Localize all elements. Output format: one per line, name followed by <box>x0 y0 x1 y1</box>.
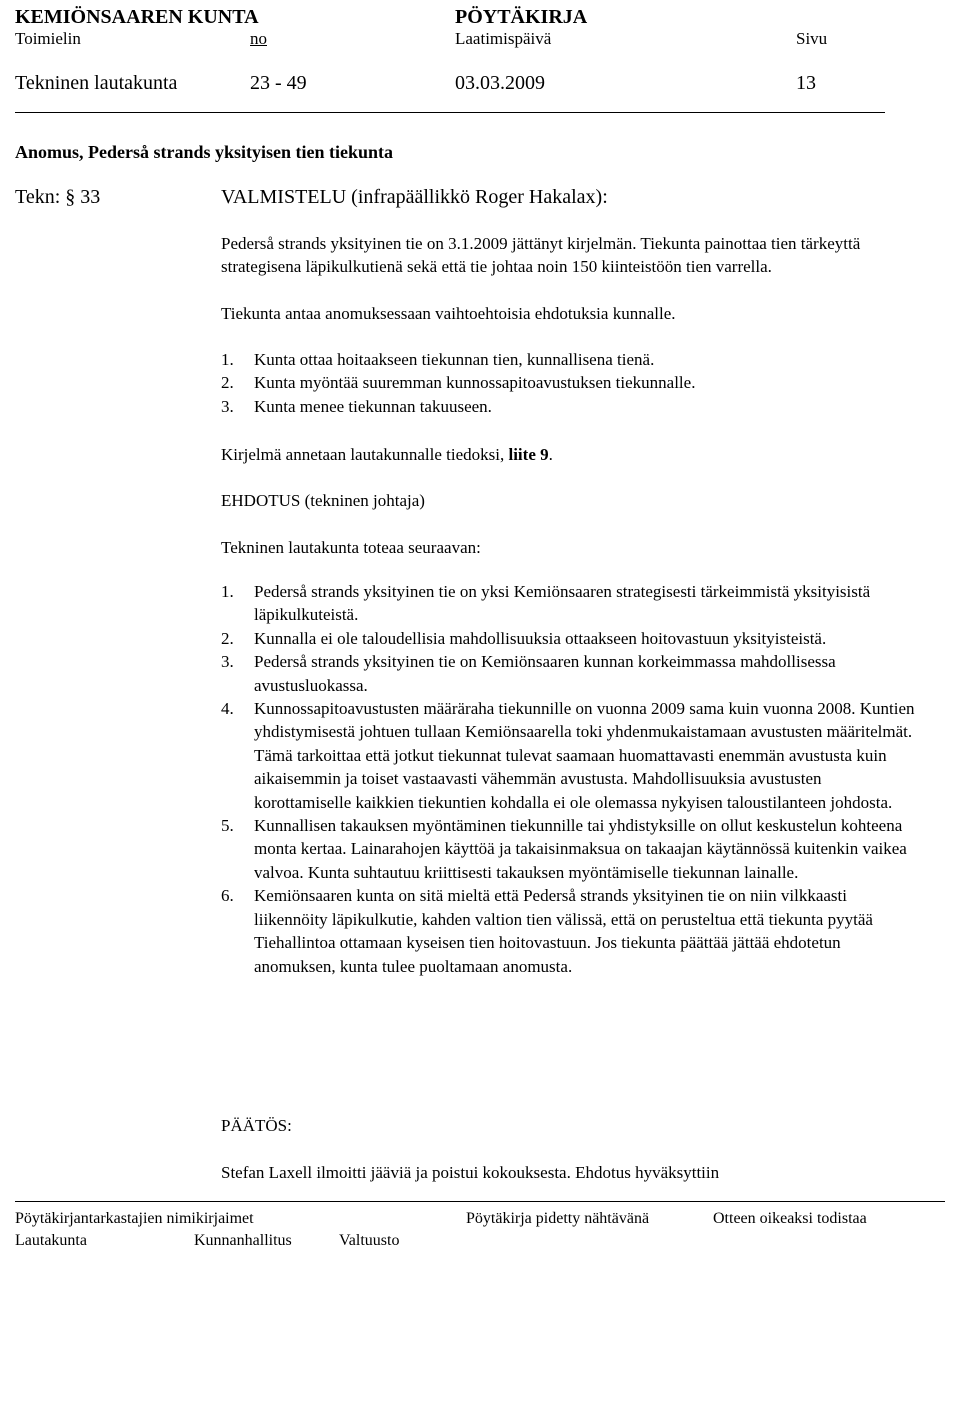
list-item <box>221 580 921 627</box>
options-list <box>221 348 921 418</box>
item-number: 1. <box>221 582 234 601</box>
item-number: 3. <box>221 652 234 672</box>
preparation-paragraph-2: Tiekunta antaa anomuksessaan vaihtoehtoisia ehdotuksia kunnalle. <box>221 304 676 323</box>
footer-display-label: Pöytäkirja pidetty nähtävänä <box>466 1210 650 1227</box>
meeting-date: 03.03.2009 <box>455 72 545 94</box>
footer-col-municipal-board: Kunnanhallitus <box>194 1232 292 1249</box>
item-number: 3. <box>221 396 234 416</box>
proposal-heading: EHDOTUS (tekninen johtaja) <box>221 491 425 510</box>
list-item <box>221 884 921 978</box>
item-text: Kunnossapitoavustusten määräraha tiekunnille on vuonna 2009 sama kuin vuonna 2008. Kuntien yhdistymisestä johtuen tullaan Kemiönsaarella toki yhdenmukaistamaan avustusten määritelmät. Tämä tarkoittaa että jotkut tiekunnat tulevat saamaan huomattavasti enemmän avustusta kuin aikaisemmin ja toiset vastaavasti vähemmän avustusta. Mahdollisuuksia avustusten korottamiselle kaikkien tiekuntien kohdalla ei ole olemassa nykyisen taloustilanteen johdosta. <box>254 699 915 812</box>
document-type: PÖYTÄKIRJA <box>455 6 588 28</box>
preparation-heading: VALMISTELU (infrapäällikkö Roger Hakalax): <box>221 186 608 208</box>
label-no: no <box>250 29 267 48</box>
item-text: Kunta ottaa hoitaakseen tiekunnan tien, kunnallisena tienä. <box>254 350 655 369</box>
item-number: 4. <box>221 699 234 719</box>
preparation-paragraph: Pederså strands yksityinen tie on 3.1.2009 jättänyt kirjelmän. Tiekunta painottaa tien tärkeyttä strategisena läpikulkutienä sekä että tie johtaa noin 150 kiinteistöön tien varrella. <box>221 234 861 277</box>
attachment-note <box>221 446 553 463</box>
item-number: 1. <box>221 350 234 369</box>
item-text: Pederså strands yksityinen tie on Kemiönsaaren kunnan korkeimmassa mahdollisessa avustusluokassa. <box>254 652 836 695</box>
decision-heading: PÄÄTÖS: <box>221 1116 292 1135</box>
proposal-intro: Tekninen lautakunta toteaa seuraavan: <box>221 538 481 557</box>
label-date: Laatimispäivä <box>455 29 552 48</box>
page-number: 13 <box>796 72 816 94</box>
list-item <box>221 371 921 394</box>
item-number: 2. <box>221 373 234 393</box>
decision-text: Stefan Laxell ilmoitti jääviä ja poistui kokouksesta. Ehdotus hyväksyttiin <box>221 1163 720 1182</box>
list-item <box>221 697 921 814</box>
item-number: 2. <box>221 628 234 648</box>
item-text: Kemiönsaaren kunta on sitä mieltä että Pederså strands yksityinen tie on niin vilkkaasti liikennöity läpikulkutie, kahden valtion tien välissä, että on perusteltua että tiekunta pyytää Tiehallintoa ottamaan kyseisen tien hoitovastuun. Jos tiekunta päättää jättää ehdotetun anomuksen, kunta tulee puoltamaan anomusta. <box>254 886 873 976</box>
item-number: 5. <box>221 816 234 836</box>
proposal-list <box>221 580 921 978</box>
item-number: 6. <box>221 886 234 906</box>
section-reference: Tekn: § 33 <box>15 186 101 208</box>
footer-initials-label: Pöytäkirjantarkastajien nimikirjaimet <box>15 1210 254 1227</box>
header-divider <box>15 112 885 113</box>
label-body: Toimielin <box>15 29 81 48</box>
label-page: Sivu <box>796 29 828 48</box>
list-item <box>221 348 921 371</box>
item-text: Kunnallisen takauksen myöntäminen tiekunnille tai yhdistyksille on ollut keskustelun kohteena monta kertaa. Lainarahojen käyttöä ja takaisinmaksua on takaajan käytännössä kuitenkin vaikea valvoa. Kunta suhtautuu kriittisesti takauksen myöntämiselle tiekunnan lainalle. <box>254 816 907 882</box>
section-title: Anomus, Pederså strands yksityisen tien tiekunta <box>15 142 394 162</box>
item-text: Kunta myöntää suuremman kunnossapitoavustuksen tiekunnalle. <box>254 373 696 393</box>
section-range: 23 - 49 <box>250 72 307 94</box>
footer-col-council: Valtuusto <box>339 1232 400 1249</box>
meeting-body: Tekninen lautakunta <box>15 72 178 94</box>
list-item <box>221 395 921 418</box>
attachment-text: Kirjelmä annetaan lautakunnalle tiedoksi, <box>221 445 505 464</box>
footer-divider <box>15 1201 945 1202</box>
attachment-end: . <box>548 445 553 464</box>
item-text: Kunnalla ei ole taloudellisia mahdollisuuksia ottaakseen hoitovastuun yksityisteistä. <box>254 628 827 648</box>
footer-certified-label: Otteen oikeaksi todistaa <box>713 1210 867 1227</box>
list-item <box>221 627 921 650</box>
list-item <box>221 650 921 697</box>
municipality-name: KEMIÖNSAAREN KUNTA <box>15 6 259 28</box>
list-item <box>221 814 921 884</box>
item-text: Kunta menee tiekunnan takuuseen. <box>254 396 492 416</box>
attachment-ref: liite 9 <box>508 445 549 464</box>
item-text: Pederså strands yksityinen tie on yksi Kemiönsaaren strategisesti tärkeimmistä yksityisistä läpikulkuteistä. <box>254 582 871 625</box>
footer-col-board: Lautakunta <box>15 1232 87 1249</box>
